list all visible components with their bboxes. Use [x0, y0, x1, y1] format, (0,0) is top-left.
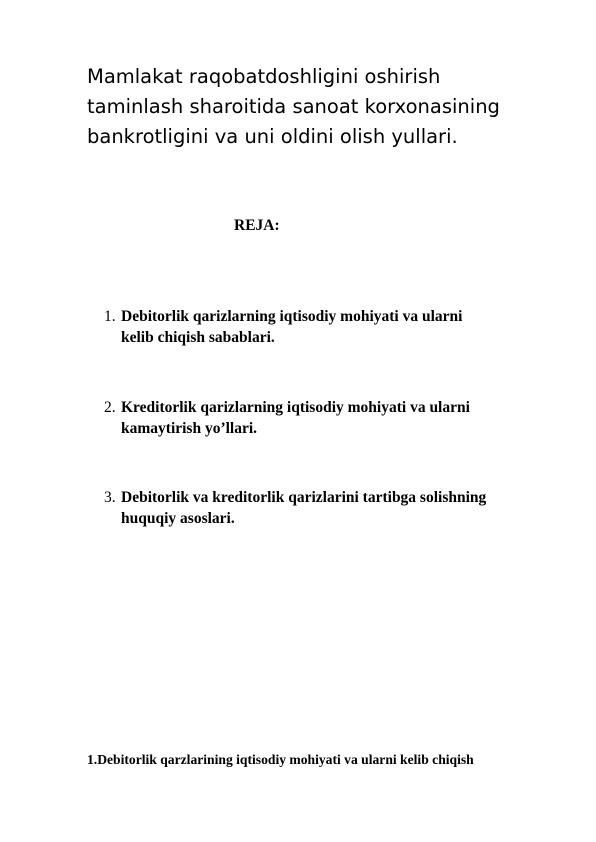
plan-item-number: 3. — [104, 489, 116, 506]
plan-item-line: Debitorlik va kreditorlik qarizlarini tartibga solishning — [121, 489, 487, 506]
plan-item-3 — [104, 487, 564, 529]
plan-item-line: kelib chiqish sabablari. — [121, 329, 275, 346]
title-line-2: taminlash sharoitida sanoat korxonasining — [87, 95, 500, 118]
plan-item-line: huquqiy asoslari. — [121, 510, 235, 527]
title-line-1: Mamlakat raqobatdoshligini oshirish — [87, 65, 441, 88]
plan-item-number: 2. — [104, 399, 116, 416]
plan-item-text — [121, 397, 564, 439]
plan-heading: REJA: — [234, 217, 280, 234]
plan-item-text — [121, 487, 564, 529]
plan-item-text — [121, 306, 564, 348]
plan-item-line: Kreditorlik qarizlarning iqtisodiy mohiyati va ularni — [121, 399, 470, 416]
document-title — [87, 62, 557, 152]
plan-item-number: 1. — [104, 308, 116, 325]
title-line-3: bankrotligini va uni oldini olish yullari. — [87, 125, 458, 148]
plan-item-2 — [104, 397, 564, 439]
plan-item-line: kamaytirish yo’llari. — [121, 420, 258, 437]
plan-item-line: Debitorlik qarizlarning iqtisodiy mohiyati va ularni — [121, 308, 463, 325]
plan-item-1 — [104, 306, 564, 348]
section-heading: 1.Debitorlik qarzlarining iqtisodiy mohiyati va ularni kelib chiqish — [87, 752, 474, 767]
